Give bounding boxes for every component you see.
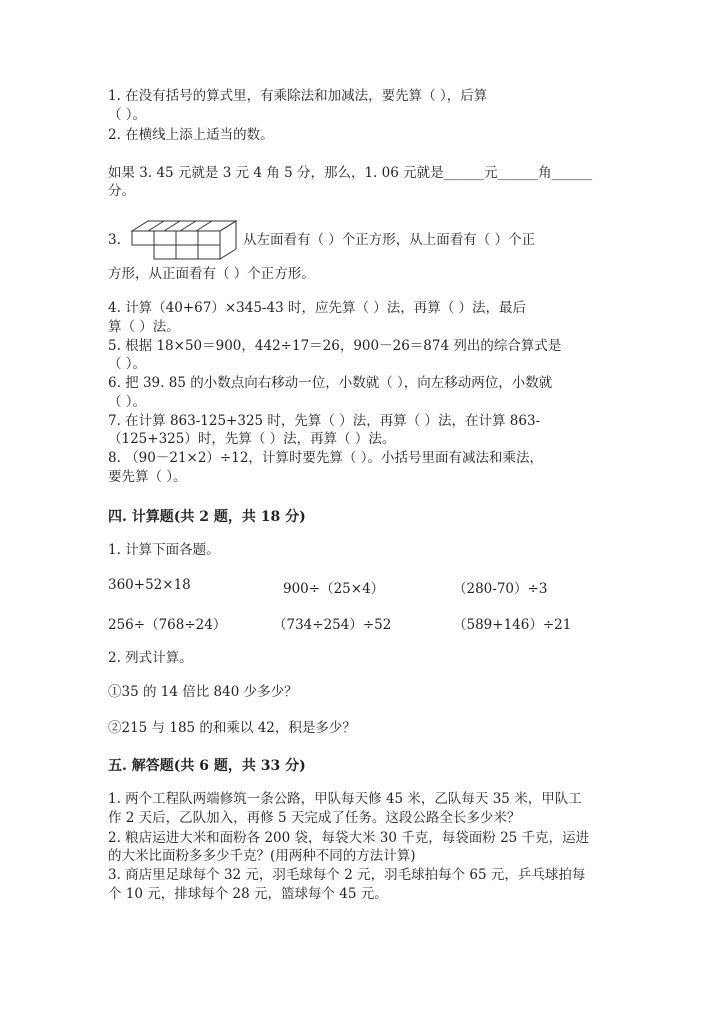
section5-q3-b: 个 10 元，排球每个 28 元，篮球每个 45 元。 bbox=[108, 886, 388, 902]
q8-line-a: 8. （90－21×2）÷12，计算时要先算（ ）。小括号里面有减法和乘法， bbox=[108, 450, 543, 466]
cube-figure bbox=[124, 219, 244, 261]
q2-line: 2. 在横线上添上适当的数。 bbox=[108, 127, 274, 143]
section4-title: 四. 计算题(共 2 题，共 18 分) bbox=[108, 509, 306, 525]
section5-title: 五. 解答题(共 6 题，共 33 分) bbox=[108, 758, 306, 774]
q7-line-a: 7. 在计算 863-125+325 时，先算（ ）法，再算（ ）法，在计算 863- bbox=[108, 413, 541, 429]
section4-q2: 2. 列式计算。 bbox=[108, 650, 193, 666]
q3-line-b: 方形，从正面看有（ ）个正方形。 bbox=[108, 266, 315, 282]
calc-row1-item1: 360+52×18 bbox=[108, 577, 191, 593]
section5-q1-b: 作 2 天后，乙队加入，再修 5 天完成了任务。这段公路全长多少米？ bbox=[108, 810, 521, 826]
calc-row1-item3: （280-70）÷3 bbox=[453, 581, 548, 597]
q2-detail-a: 如果 3. 45 元就是 3 元 4 角 5 分，那么，1. 06 元就是______元______角______ bbox=[108, 165, 593, 181]
section4-sub1: ①35 的 14 倍比 840 少多少？ bbox=[108, 684, 298, 700]
q6-line-a: 6. 把 39. 85 的小数点向右移动一位，小数就（ ），向左移动两位，小数就 bbox=[108, 375, 553, 391]
section5-q2-a: 2. 粮店运进大米和面粉各 200 袋，每袋大米 30 千克，每袋面粉 25 千克，运进 bbox=[108, 830, 590, 846]
q2-detail-b: 分。 bbox=[108, 183, 135, 199]
calc-row2-item1: 256÷（768÷24） bbox=[108, 617, 227, 633]
q5-line-b: （ ）。 bbox=[108, 356, 147, 372]
q1-line-b: （ ）。 bbox=[108, 107, 147, 123]
section5-q2-b: 的大米比面粉多多少千克？(用两种不同的方法计算) bbox=[108, 848, 416, 864]
q5-line-a: 5. 根据 18×50＝900，442÷17＝26，900－26＝874 列出的综合算式是 bbox=[108, 338, 562, 354]
q6-line-b: （ ）。 bbox=[108, 394, 147, 410]
q8-line-b: 要先算（ ）。 bbox=[108, 469, 187, 485]
calc-row1-item2: 900÷（25×4） bbox=[283, 581, 385, 597]
q1-line-a: 1. 在没有括号的算式里，有乘除法和加减法，要先算（ ），后算 bbox=[108, 88, 488, 104]
q7-line-b: （125+325）时，先算（ ）法，再算（ ）法。 bbox=[108, 431, 396, 447]
section4-sub2: ②215 与 185 的和乘以 42，积是多少？ bbox=[108, 720, 356, 736]
q4-line-a: 4. 计算（40+67）×345-43 时，应先算（ ）法，再算（ ）法，最后 bbox=[108, 300, 527, 316]
calc-row2-item3: （589+146）÷21 bbox=[453, 617, 572, 633]
section5-q3-a: 3. 商店里足球每个 32 元，羽毛球每个 2 元，羽毛球拍每个 65 元，乒乓球拍每 bbox=[108, 867, 586, 883]
section5-q1-a: 1. 两个工程队两端修筑一条公路，甲队每天修 45 米，乙队每天 35 米，甲队工 bbox=[108, 791, 582, 807]
q3-number: 3. bbox=[108, 232, 121, 248]
calc-row2-item2: （734÷254）÷52 bbox=[273, 617, 392, 633]
section4-q1: 1. 计算下面各题。 bbox=[108, 542, 220, 558]
q3-line-a: 从左面看有（ ）个正方形，从上面看有（ ）个正 bbox=[243, 232, 536, 248]
q4-line-b: 算（ ）法。 bbox=[108, 319, 180, 335]
